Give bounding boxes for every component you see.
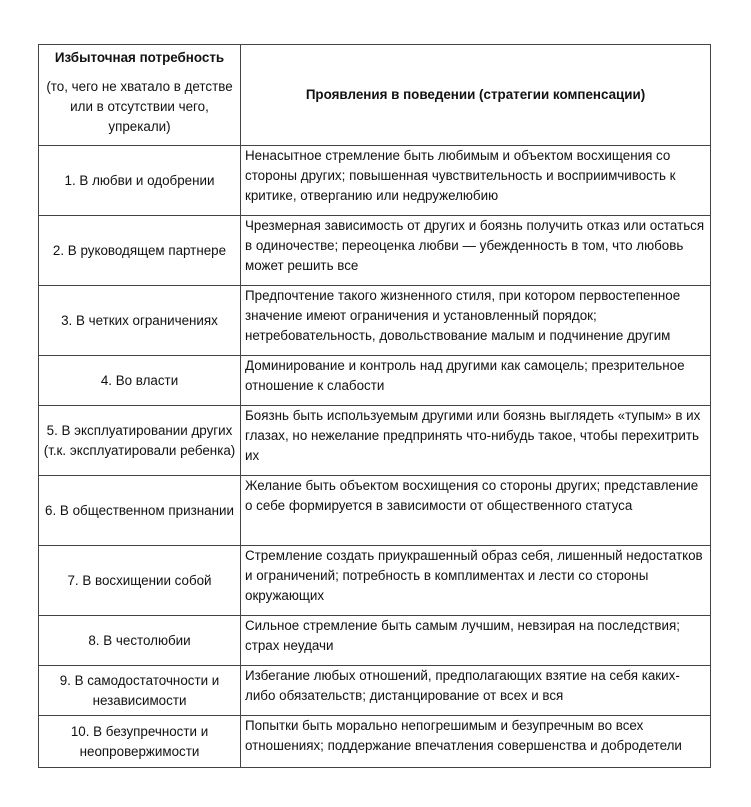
behavior-cell: Избегание любых отношений, предполагающих взятие на себя каких-либо обязательств; дистанцирование от всех и вся xyxy=(241,666,711,716)
table-row xyxy=(39,616,711,666)
table-header-row xyxy=(39,45,711,146)
behavior-cell: Попытки быть морально непогрешимым и безупречным во всех отношениях; поддержание впечатления совершенства и добродетели xyxy=(241,716,711,768)
needs-table xyxy=(38,44,711,768)
behavior-cell: Стремление создать приукрашенный образ себя, лишенный недостатков и ограничений; потребность в комплиментах и лести со стороны окружающих xyxy=(241,546,711,616)
need-cell: 9. В самодостаточности и независимости xyxy=(39,666,241,716)
behavior-cell: Желание быть объектом восхищения со стороны других; представление о себе формируется в зависимости от общественного статуса xyxy=(241,476,711,546)
need-cell: 10. В безупречности и неопровержимости xyxy=(39,716,241,768)
need-cell: 1. В любви и одобрении xyxy=(39,146,241,216)
need-cell: 3. В четких ограничениях xyxy=(39,286,241,356)
behavior-cell: Боязнь быть используемым другими или боязнь выглядеть «тупым» в их глазах, но нежелание предпринять что-нибудь такое, чтобы перехитрить их xyxy=(241,406,711,476)
table-row xyxy=(39,216,711,286)
table-row xyxy=(39,146,711,216)
needs-table-container xyxy=(38,44,710,768)
header-need-cell xyxy=(39,45,241,146)
behavior-cell: Чрезмерная зависимость от других и боязнь получить отказ или остаться в одиночестве; переоценка любви — убежденность в том, что любовь может решить все xyxy=(241,216,711,286)
need-cell: 4. Во власти xyxy=(39,356,241,406)
header-need-subtitle: (то, чего не хватало в детстве или в отсутствии чего, упрекали) xyxy=(46,79,233,134)
need-cell: 8. В честолюбии xyxy=(39,616,241,666)
header-need-title: Избыточная потребность xyxy=(54,50,225,65)
need-cell: 7. В восхищении собой xyxy=(39,546,241,616)
need-cell: 2. В руководящем партнере xyxy=(39,216,241,286)
table-row xyxy=(39,476,711,546)
behavior-cell: Доминирование и контроль над другими как самоцель; презрительное отношение к слабости xyxy=(241,356,711,406)
table-row xyxy=(39,356,711,406)
header-behavior-title: Проявления в поведении (стратегии компенсации) xyxy=(241,45,711,146)
table-row xyxy=(39,716,711,768)
table-row xyxy=(39,406,711,476)
need-cell: 5. В эксплуатировании других (т.к. эксплуатировали ребенка) xyxy=(39,406,241,476)
behavior-cell: Сильное стремление быть самым лучшим, невзирая на последствия; страх неудачи xyxy=(241,616,711,666)
need-cell: 6. В общественном признании xyxy=(39,476,241,546)
behavior-cell: Предпочтение такого жизненного стиля, при котором первостепенное значение имеют ограничения и установленный порядок; нетребовательность, довольствование малым и подчинение другим xyxy=(241,286,711,356)
table-row xyxy=(39,286,711,356)
table-row xyxy=(39,666,711,716)
behavior-cell: Ненасытное стремление быть любимым и объектом восхищения со стороны других; повышенная чувствительность и восприимчивость к критике, отверганию или недружелюбию xyxy=(241,146,711,216)
table-row xyxy=(39,546,711,616)
